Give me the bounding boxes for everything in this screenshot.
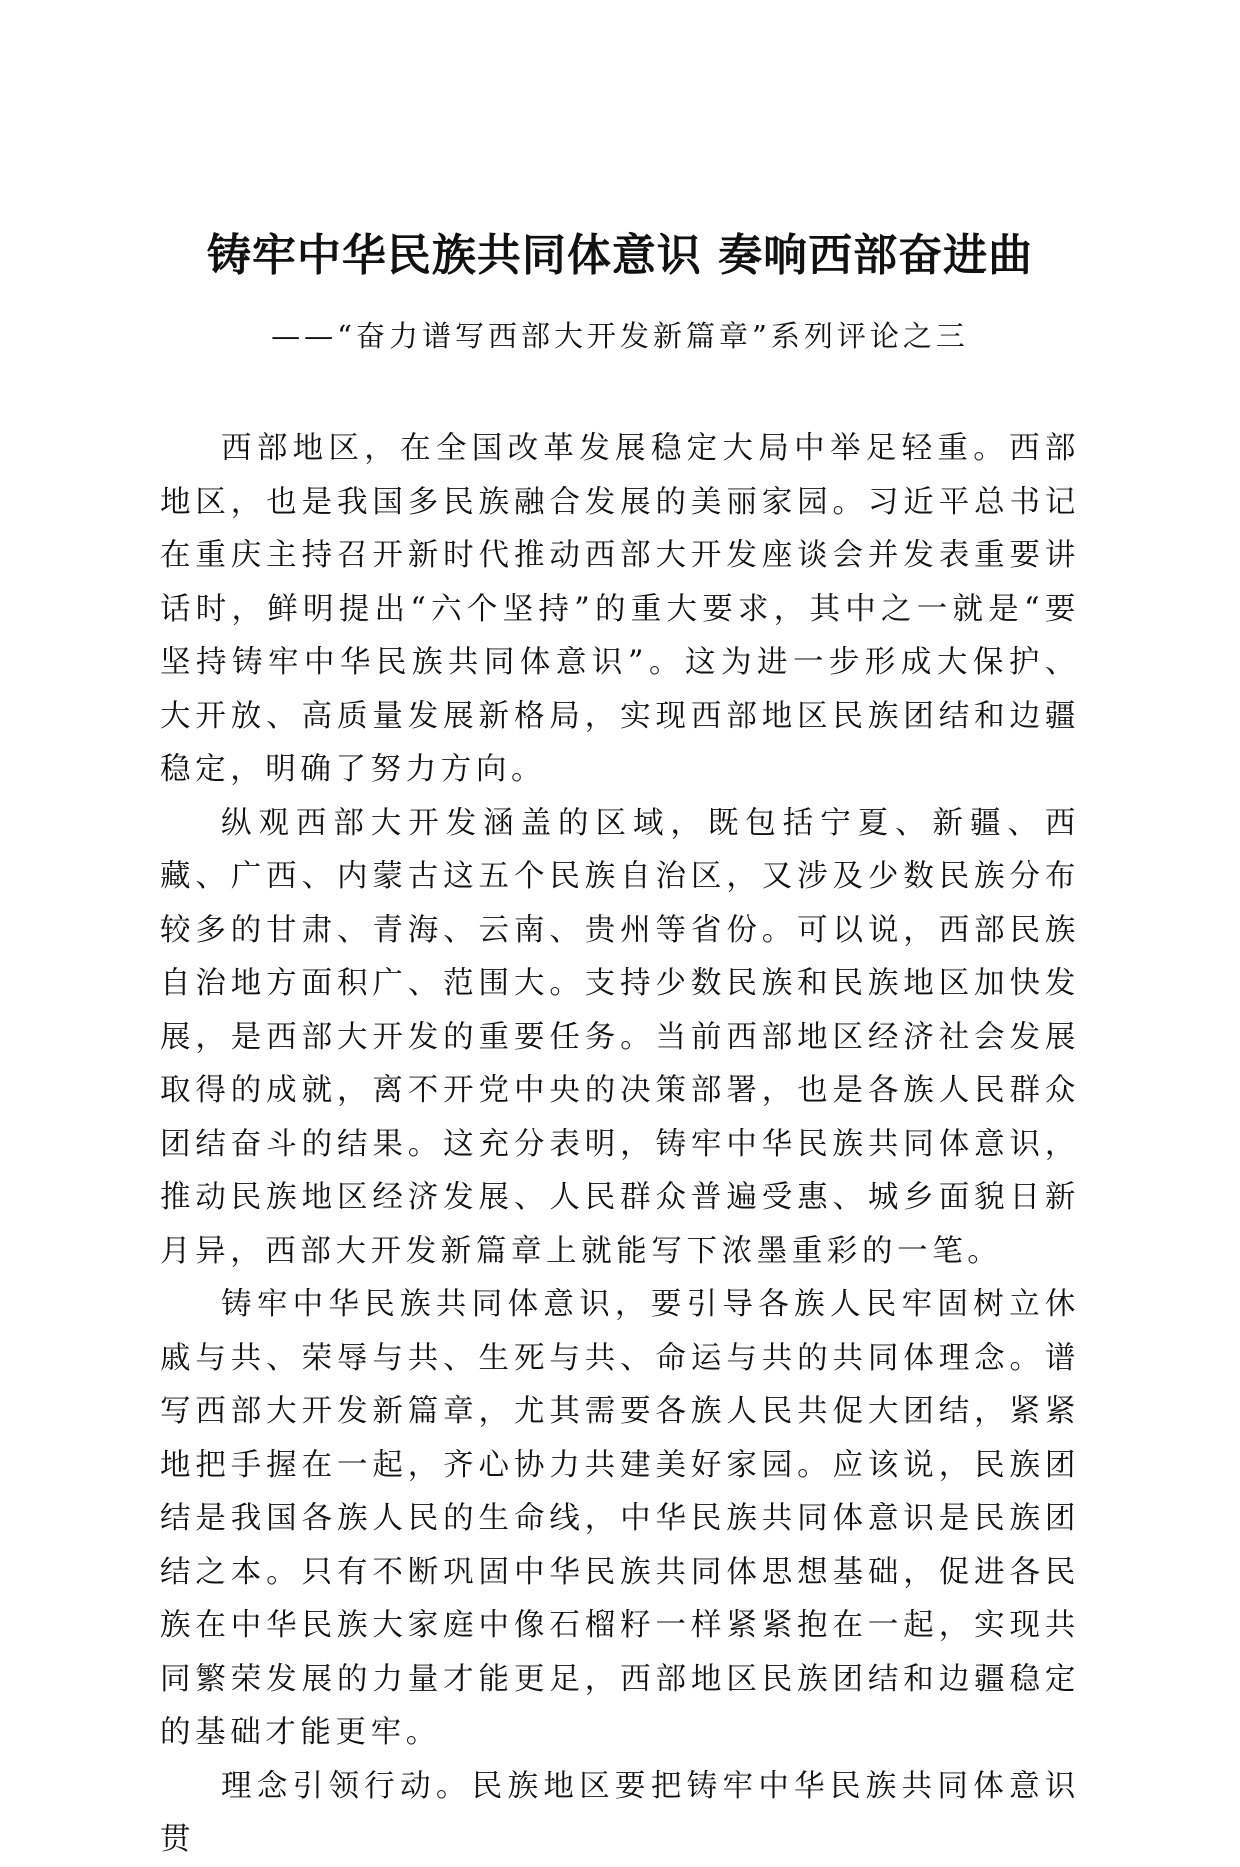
article-body xyxy=(160,422,1080,1867)
article-title: 铸牢中华民族共同体意识 奏响西部奋进曲 xyxy=(206,230,1034,281)
paragraph: 纵观西部大开发涵盖的区域，既包括宁夏、新疆、西藏、广西、内蒙古这五个民族自治区，又涉及少数民族分布较多的甘肃、青海、云南、贵州等省份。可以说，西部民族自治地方面积广、范围大。支持少数民族和民族地区加快发展，是西部大开发的重要任务。当前西部地区经济社会发展取得的成就，离不开党中央的决策部署，也是各族人民群众团结奋斗的结果。这充分表明，铸牢中华民族共同体意识，推动民族地区经济发展、人民群众普遍受惠、城乡面貌日新月异，西部大开发新篇章上就能写下浓墨重彩的一笔。 xyxy=(160,805,1080,1269)
article-subtitle: ——“奋力谱写西部大开发新篇章”系列评论之三 xyxy=(271,319,969,353)
paragraph: 西部地区，在全国改革发展稳定大局中举足轻重。西部地区，也是我国多民族融合发展的美丽家园。习近平总书记在重庆主持召开新时代推动西部大开发座谈会并发表重要讲话时，鲜明提出“六个坚持”的重大要求，其中之一就是“要坚持铸牢中华民族共同体意识”。这为进一步形成大保护、大开放、高质量发展新格局，实现西部地区民族团结和边疆稳定，明确了努力方向。 xyxy=(160,431,1080,787)
paragraph: 铸牢中华民族共同体意识，要引导各族人民牢固树立休戚与共、荣辱与共、生死与共、命运与共的共同体理念。谱写西部大开发新篇章，尤其需要各族人民共促大团结，紧紧地把手握在一起，齐心协力共建美好家园。应该说，民族团结是我国各族人民的生命线，中华民族共同体意识是民族团结之本。只有不断巩固中华民族共同体思想基础，促进各民族在中华民族大家庭中像石榴籽一样紧紧抱在一起，实现共同繁荣发展的力量才能更足，西部地区民族团结和边疆稳定的基础才能更牢。 xyxy=(160,1287,1080,1750)
paragraph: 理念引领行动。民族地区要把铸牢中华民族共同体意识贯 xyxy=(160,1768,1080,1857)
